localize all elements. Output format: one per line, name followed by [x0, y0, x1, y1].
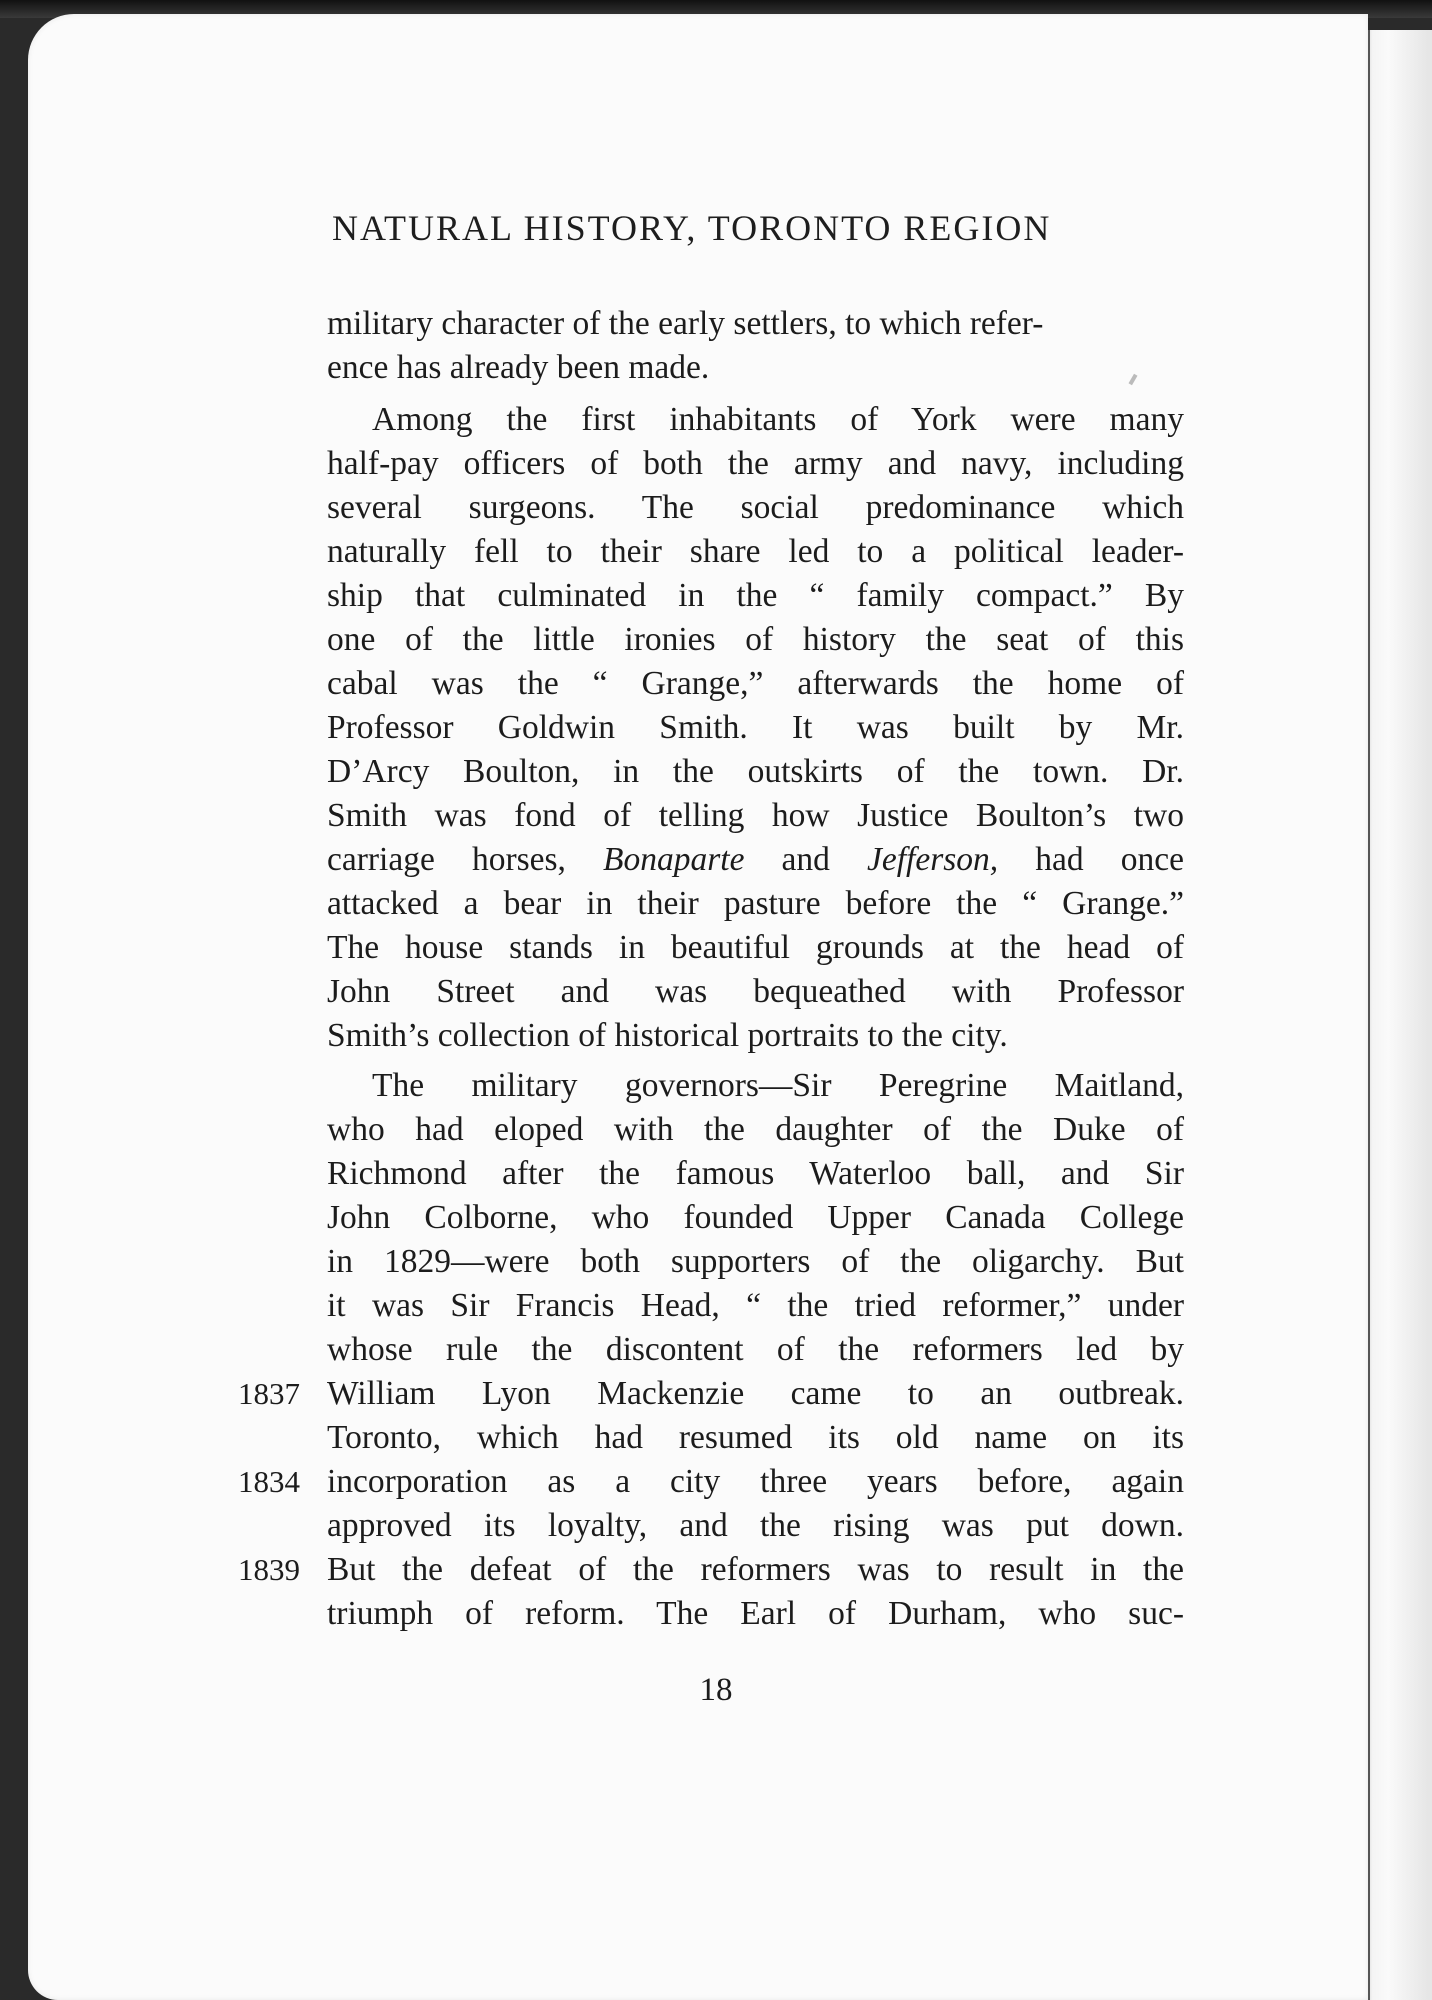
text-line: it was Sir Francis Head, “ the tried reformer,” under: [327, 1287, 1184, 1324]
paragraph-start-line: The military governors—Sir Peregrine Maitland,: [372, 1067, 1184, 1104]
margin-date-1837: 1837: [238, 1376, 300, 1411]
text-fragment: had once: [998, 841, 1184, 878]
text-fragment: carriage horses,: [327, 841, 604, 878]
text-line: D’Arcy Boulton, in the outskirts of the town. Dr.: [327, 753, 1184, 790]
horse-name-jefferson: Jefferson,: [867, 841, 999, 878]
page-number: 18: [699, 1672, 733, 1708]
horse-name-bonaparte: Bonaparte: [603, 841, 745, 878]
text-line: attacked a bear in their pasture before the “ Grange.”: [327, 885, 1184, 922]
text-line: incorporation as a city three years before, again: [327, 1463, 1184, 1500]
text-line: triumph of reform. The Earl of Durham, who suc-: [327, 1595, 1184, 1632]
text-line: approved its loyalty, and the rising was put down.: [327, 1507, 1184, 1544]
text-fragment: and: [744, 841, 868, 878]
text-line: half-pay officers of both the army and navy, including: [327, 445, 1184, 482]
text-line: Smith was fond of telling how Justice Boulton’s two: [327, 797, 1184, 834]
text-line: Professor Goldwin Smith. It was built by Mr.: [327, 709, 1184, 746]
text-line: whose rule the discontent of the reformers led by: [327, 1331, 1184, 1368]
text-line: Richmond after the famous Waterloo ball, and Sir: [327, 1155, 1184, 1192]
text-line: ence has already been made.: [327, 349, 710, 386]
text-line: who had eloped with the daughter of the Duke of: [327, 1111, 1184, 1148]
text-line: ship that culminated in the “ family compact.” By: [327, 577, 1184, 614]
text-line: one of the little ironies of history the seat of this: [327, 621, 1184, 658]
text-line: Toronto, which had resumed its old name on its: [327, 1419, 1184, 1456]
text-line: John Colborne, who founded Upper Canada College: [327, 1199, 1184, 1236]
text-line-with-italics: [327, 838, 1184, 882]
text-line: John Street and was bequeathed with Professor: [327, 973, 1184, 1010]
text-line: cabal was the “ Grange,” afterwards the home of: [327, 665, 1184, 702]
running-head: NATURAL HISTORY, TORONTO REGION: [332, 208, 1052, 248]
paragraph-start-line: Among the first inhabitants of York were many: [372, 401, 1184, 438]
margin-date-1839: 1839: [238, 1552, 300, 1587]
text-line: Smith’s collection of historical portraits to the city.: [327, 1017, 1008, 1054]
text-line: military character of the early settlers, to which refer-: [327, 305, 1044, 342]
text-line: William Lyon Mackenzie came to an outbreak.: [327, 1375, 1184, 1412]
text-line: naturally fell to their share led to a political leader-: [327, 533, 1184, 570]
margin-date-1834: 1834: [238, 1464, 300, 1499]
text-line: in 1829—were both supporters of the oligarchy. But: [327, 1243, 1184, 1280]
text-line: several surgeons. The social predominance which: [327, 489, 1184, 526]
text-line: The house stands in beautiful grounds at the head of: [327, 929, 1184, 966]
text-line: But the defeat of the reformers was to result in the: [327, 1551, 1184, 1588]
